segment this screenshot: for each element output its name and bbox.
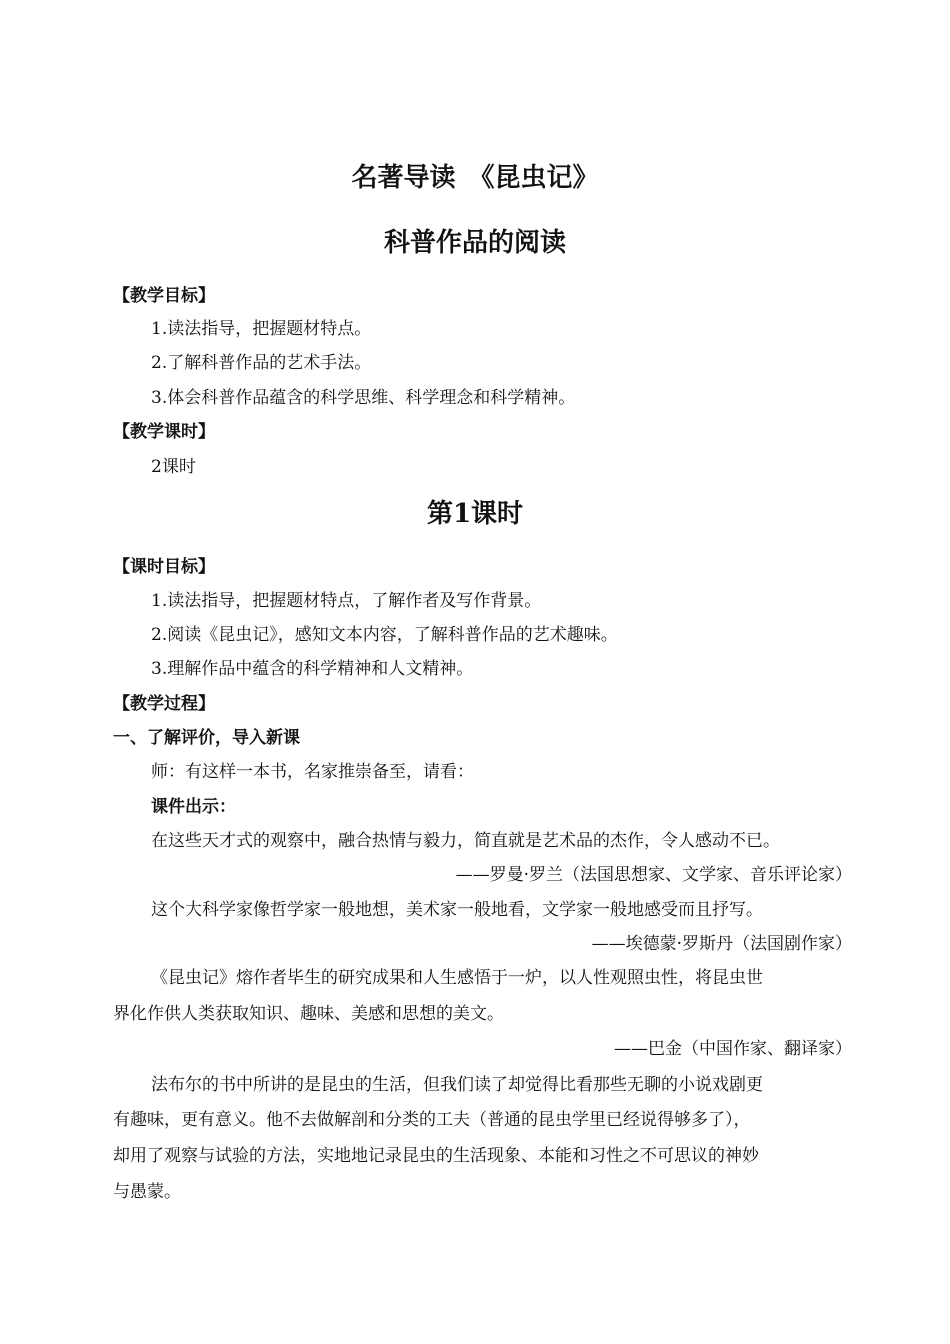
quote-source: ——巴金（中国作家、翻译家）	[614, 1039, 852, 1059]
section-title: 一、了解评价，导入新课	[113, 728, 300, 748]
quote-text: 在这些天才式的观察中，融合热情与毅力，简直就是艺术品的杰作，令人感动不已。	[151, 831, 780, 851]
quote-text: 《昆虫记》熔作者毕生的研究成果和人生感悟于一炉，以人性观照虫性，将昆虫世	[151, 968, 763, 988]
courseware-label: 课件出示：	[151, 797, 236, 817]
teaching-goals-heading: 【教学目标】	[113, 286, 215, 306]
quote-text: 与愚蒙。	[113, 1182, 181, 1202]
lesson-goal-item: 3.理解作品中蕴含的科学精神和人文精神。	[151, 659, 474, 679]
doc-title: 名著导读 《昆虫记》	[351, 163, 599, 193]
quote-text: 法布尔的书中所讲的是昆虫的生活，但我们读了却觉得比看那些无聊的小说戏剧更	[151, 1075, 763, 1095]
quote-text: 界化作供人类获取知识、趣味、美感和思想的美文。	[113, 1004, 504, 1024]
quote-text: 却用了观察与试验的方法，实地地记录昆虫的生活现象、本能和习性之不可思议的神妙	[113, 1146, 759, 1166]
teaching-goal-item: 1.读法指导，把握题材特点。	[151, 319, 372, 339]
lesson-goals-heading: 【课时目标】	[113, 557, 215, 577]
process-heading: 【教学过程】	[113, 694, 215, 714]
lesson-title: 第1课时	[426, 499, 524, 529]
teaching-goal-item: 3.体会科普作品蕴含的科学思维、科学理念和科学精神。	[151, 388, 576, 408]
quote-text: 这个大科学家像哲学家一般地想，美术家一般地看，文学家一般地感受而且抒写。	[151, 900, 763, 920]
teacher-line: 师：有这样一本书，名家推崇备至，请看：	[151, 762, 474, 782]
lesson-goal-item: 1.读法指导，把握题材特点，了解作者及写作背景。	[151, 591, 542, 611]
teaching-hours-heading: 【教学课时】	[113, 422, 215, 442]
quote-text: 有趣味，更有意义。他不去做解剖和分类的工夫（普通的昆虫学里已经说得够多了），	[113, 1110, 751, 1130]
doc-subtitle: 科普作品的阅读	[383, 228, 566, 258]
teaching-goal-item: 2.了解科普作品的艺术手法。	[151, 353, 372, 373]
quote-source: ——罗曼·罗兰（法国思想家、文学家、音乐评论家）	[455, 865, 852, 885]
quote-source: ——埃德蒙·罗斯丹（法国剧作家）	[591, 934, 852, 954]
lesson-goal-item: 2.阅读《昆虫记》，感知文本内容，了解科普作品的艺术趣味。	[151, 625, 618, 645]
teaching-hours-value: 2课时	[151, 457, 196, 477]
